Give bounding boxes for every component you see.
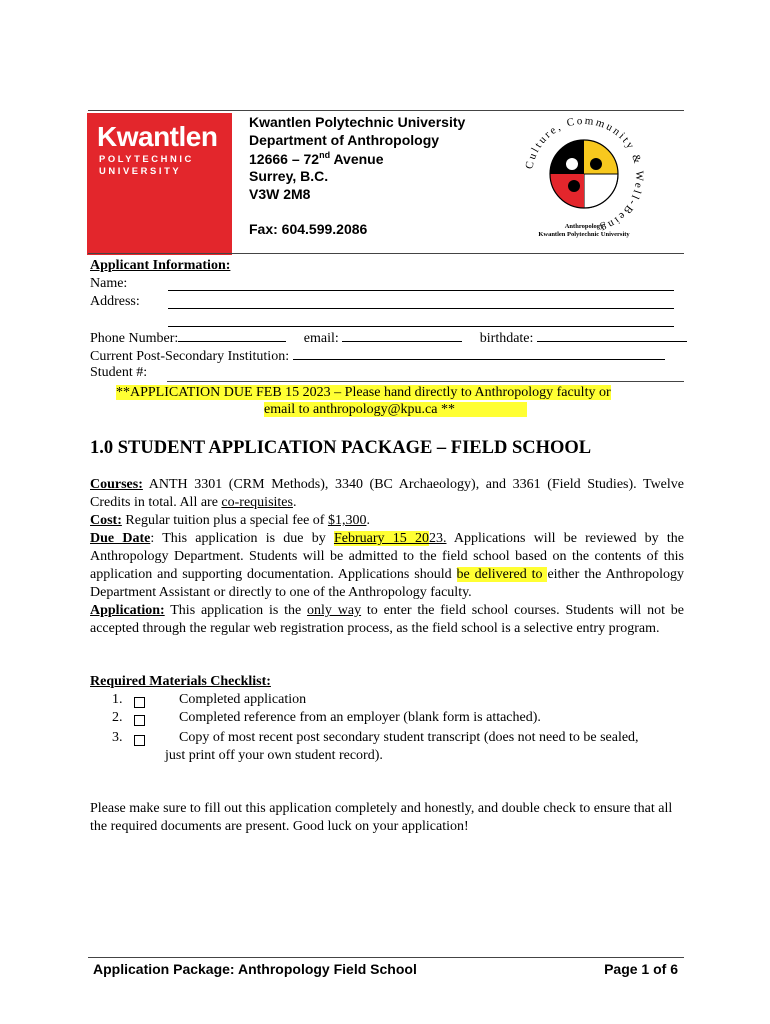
application-text-1: This application is the: [164, 603, 308, 618]
due-date-rest: 23.: [428, 531, 447, 546]
emblem-caption-1: Anthropology: [564, 223, 604, 230]
street-sup: nd: [319, 150, 331, 160]
kpu-logo: [87, 113, 232, 255]
due-text-1: Applications will be reviewed by the Anthropology Department. Students will be admitted to the field school based on the contents of this application and supporting documentation. Applications should: [90, 531, 684, 582]
due-highlight-2: be delivered to: [456, 567, 548, 582]
postal-code: V3W 2M8: [249, 186, 311, 202]
footer-page-number: Page 1 of 6: [604, 961, 678, 977]
checklist-heading: Required Materials Checklist:: [90, 674, 271, 689]
info-paragraphs: Courses: ANTH 3301 (CRM Methods), 3340 (BC Archaeology), and 3361 (Field Studies). Twelve Credits in total. All are co-requisites. Cost: Regular tuition plus a special fee of $1,300. Due Date: This application is due by February 15 2023. Applications will be reviewed by the Anthropology Department. Students will be admitted to the field school based on the contents of this application and supporting documentation. Applications should be delivered to either the Anthropology Department Assistant or directly to one of the Anthropology faculty. Application: This application is the only way to enter the field school courses. Students will not be accepted through the regular web registration process, as the field school is a selective entry program.: [90, 477, 684, 636]
logo-line1: POLYTECHNIC: [99, 153, 194, 164]
street-name: Avenue: [330, 151, 384, 167]
institution-row: [90, 347, 665, 365]
header-top-rule: [88, 110, 684, 111]
notice-line-2: [264, 402, 527, 418]
phone-field[interactable]: [178, 329, 286, 342]
application-label: Application:: [90, 603, 165, 618]
address-field-1[interactable]: [168, 296, 674, 309]
street-number: 12666 – 72: [249, 151, 320, 167]
due-text-2: either the Anthropology Department Assistant or directly to one of the Anthropology faculty.: [90, 567, 684, 600]
due-date-highlight: February 15 20: [333, 531, 429, 546]
notice-text-2: email to anthropology@kpu.ca **: [264, 402, 527, 417]
emblem-face-3: [568, 180, 580, 192]
student-label: Student #:: [90, 365, 148, 380]
checklist-text-2: Completed reference from an employer (blank form is attached).: [179, 710, 541, 725]
address-row: [90, 294, 140, 310]
checklist-text-3b: just print off your own student record).: [165, 748, 383, 763]
logo-line2: UNIVERSITY: [99, 165, 182, 176]
only-way: only way: [307, 603, 362, 618]
street-address: [249, 150, 384, 167]
email-field[interactable]: [342, 329, 462, 342]
due-label: Due Date: [90, 531, 151, 546]
name-field[interactable]: [168, 278, 674, 291]
checklist-item-3: 3.: [112, 730, 123, 745]
university-name: Kwantlen Polytechnic University: [249, 114, 466, 130]
footer-rule: [88, 957, 684, 958]
coreq-text: co-requisites: [221, 495, 293, 510]
emblem-face-2: [590, 158, 602, 170]
courses-text: ANTH 3301 (CRM Methods), 3340 (BC Archaeology), and 3361 (Field Studies). Twelve Credits in total. All are: [90, 477, 684, 510]
student-field[interactable]: [167, 381, 684, 382]
fax-number: Fax: 604.599.2086: [249, 221, 368, 237]
phone-label: Phone Number:: [90, 331, 179, 346]
cost-text: Regular tuition plus a special fee of: [121, 513, 328, 528]
footer-left: Application Package: Anthropology Field School: [93, 961, 417, 977]
address-field-2[interactable]: [168, 314, 674, 327]
anthropology-emblem: [520, 112, 648, 240]
logo-word: Kwantlen: [97, 121, 218, 152]
page-title: 1.0 STUDENT APPLICATION PACKAGE – FIELD SCHOOL: [90, 438, 592, 458]
notice-text-1: **APPLICATION DUE FEB 15 2023 – Please hand directly to Anthropology faculty or: [116, 385, 611, 400]
checkbox-1[interactable]: [134, 697, 145, 708]
checklist-item-1: 1.: [112, 692, 123, 707]
courses-label: Courses:: [90, 477, 143, 492]
checklist-text-1: Completed application: [179, 692, 307, 707]
department-name: Department of Anthropology: [249, 132, 440, 148]
institution-label: Current Post-Secondary Institution:: [90, 349, 290, 364]
birthdate-field[interactable]: [537, 329, 687, 342]
checklist-item-2: 2.: [112, 710, 123, 725]
address-label: Address:: [90, 294, 140, 309]
application-text-2: to enter the field school courses. Students will not be accepted through the regular web registration process, as the field school is a selective entry program.: [90, 603, 684, 636]
city: Surrey, B.C.: [249, 168, 329, 184]
email-label: email:: [303, 331, 339, 346]
applicant-heading: Applicant Information:: [90, 258, 231, 273]
closing-paragraph: Please make sure to fill out this application completely and honestly, and double check to ensure that all the required documents are present. Good luck on your application!: [90, 801, 673, 834]
name-row: [90, 276, 127, 292]
birthdate-label: birthdate:: [479, 331, 534, 346]
checkbox-3[interactable]: [134, 735, 145, 746]
checkbox-2[interactable]: [134, 715, 145, 726]
institution-field[interactable]: [293, 347, 665, 360]
name-label: Name:: [90, 276, 128, 291]
notice-line-1: [116, 385, 611, 401]
emblem-face-1: [566, 158, 578, 170]
cost-label: Cost:: [90, 513, 122, 528]
checklist-text-3: Copy of most recent post secondary student transcript (does not need to be sealed,: [179, 730, 639, 745]
due-colon: : This application is due by: [150, 531, 334, 546]
header-bottom-rule: [88, 253, 684, 254]
emblem-ring-text: Culture, Community & Well-Being: [523, 114, 646, 235]
emblem-caption-2: Kwantlen Polytechnic University: [538, 231, 630, 238]
phone-row: [90, 329, 687, 347]
cost-fee: $1,300: [327, 513, 367, 528]
student-row: [90, 365, 147, 381]
